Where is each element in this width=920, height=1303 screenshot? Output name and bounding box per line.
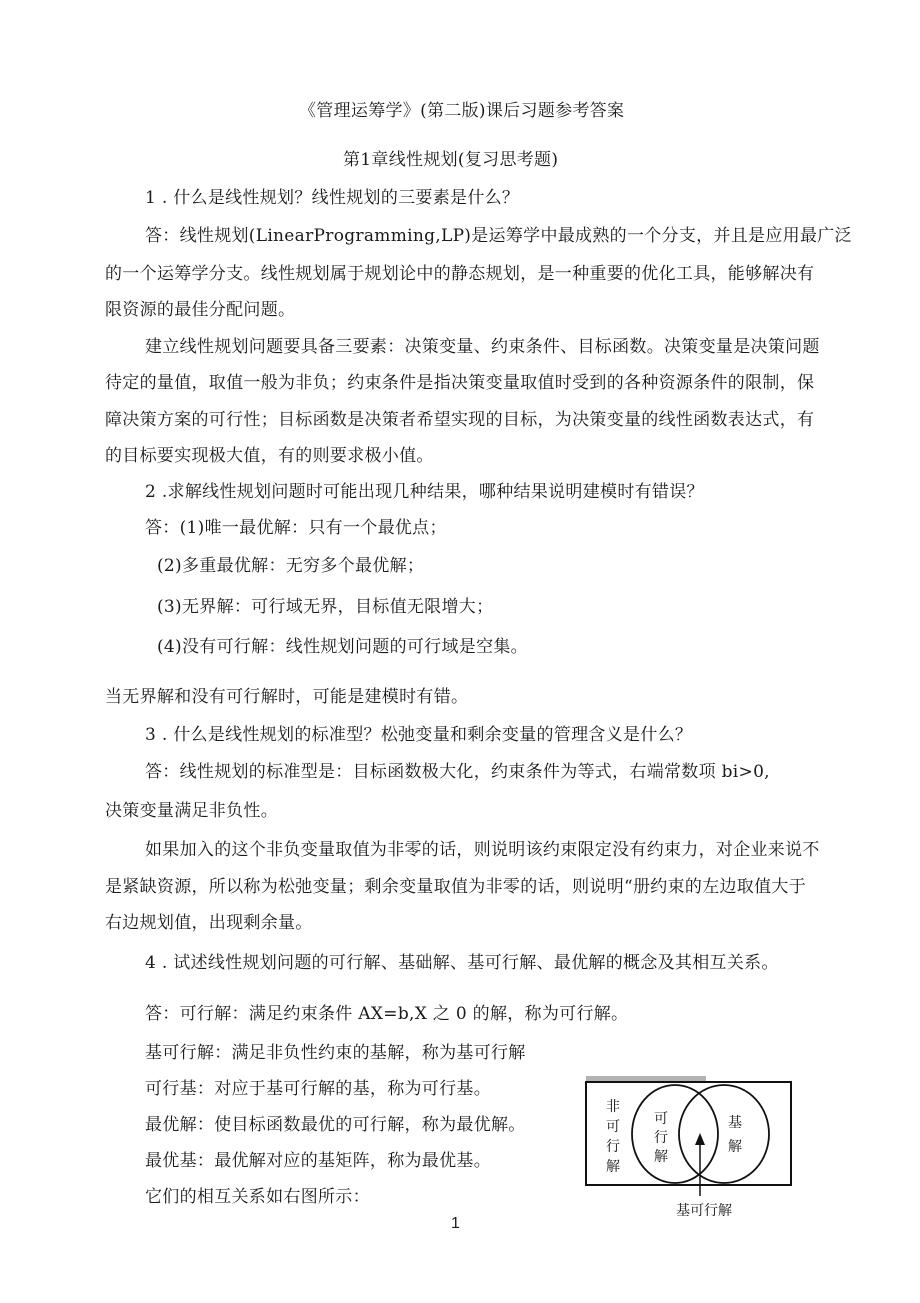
paragraph-line: 当无界解和没有可行解时，可能是建模时有错。 (105, 687, 469, 707)
paragraph-line: 答：线性规划的标准型是：目标函数极大化，约束条件为等式，右端常数项 bi>0, (145, 762, 770, 782)
solution-relationship-figure (578, 1073, 800, 1223)
label-char: 可 (654, 1111, 668, 1127)
label-char: 可 (606, 1119, 620, 1135)
paragraph-line: 答：可行解：满足约束条件 AX=b,X 之 0 的解，称为可行解。 (145, 1004, 629, 1024)
paragraph-line: 右边规划值，出现剩余量。 (105, 913, 313, 933)
doc-title: 《管理运筹学》(第二版)课后习题参考答案 (299, 101, 625, 121)
label-char: 解 (606, 1159, 620, 1175)
paragraph-line: 答：线性规划(LinearProgramming,LP)是运筹学中最成熟的一个分支，并且是应用最广泛 (145, 226, 852, 246)
fuzzy-header-strip (586, 1076, 706, 1081)
label-char: 行 (606, 1139, 620, 1155)
paragraph-line: 决策变量满足非负性。 (105, 801, 278, 821)
question-4: 4 . 试述线性规划问题的可行解、基础解、基可行解、最优解的概念及其相互关系。 (145, 953, 779, 973)
chapter-title: 第1章线性规划(复习思考题) (343, 150, 559, 170)
answer-item: (4)没有可行解：线性规划问题的可行域是空集。 (157, 637, 528, 657)
answer-item: (2)多重最优解：无穷多个最优解； (157, 556, 425, 576)
feasible-label (654, 1111, 672, 1165)
definition-line: 它们的相互关系如右图所示： (145, 1187, 370, 1207)
paragraph-line: 如果加入的这个非负变量取值为非零的话，则说明该约束限定没有约束力，对企业来说不 (145, 840, 820, 860)
paragraph-line: 的一个运筹学分支。线性规划属于规划论中的静态规划，是一种重要的优化工具，能够解决有 (105, 264, 815, 284)
paragraph-line: 是紧缺资源，所以称为松弛变量；剩余变量取值为非零的话，则说明“册约束的左边取值大于 (105, 877, 806, 897)
page-number: 1 (451, 1215, 460, 1232)
label-char: 非 (606, 1099, 620, 1115)
basic-label (728, 1114, 746, 1155)
answer-item: 答：(1)唯一最优解：只有一个最优点； (145, 518, 447, 538)
question-1: 1 . 什么是线性规划？线性规划的三要素是什么？ (145, 188, 520, 208)
feasible-solution-circle (632, 1085, 718, 1183)
definition-line: 可行基：对应于基可行解的基，称为可行基。 (145, 1079, 491, 1099)
paragraph-line: 障决策方案的可行性；目标函数是决策者希望实现的目标，为决策变量的线性函数表达式，有 (105, 410, 815, 430)
definition-line: 最优基：最优解对应的基矩阵，称为最优基。 (145, 1151, 491, 1171)
arrow-head (695, 1133, 705, 1145)
infeasible-label (606, 1099, 624, 1175)
paragraph-line: 的目标要实现极大值，有的则要求极小值。 (105, 446, 434, 466)
question-2: 2 .求解线性规划问题时可能出现几种结果，哪种结果说明建模时有错误？ (145, 482, 704, 502)
label-char: 基 (728, 1115, 742, 1131)
label-char: 解 (728, 1139, 742, 1155)
paragraph-line: 待定的量值，取值一般为非负；约束条件是指决策变量取值时受到的各种资源条件的限制，保 (105, 373, 815, 393)
paragraph-line: 建立线性规划问题要具备三要素：决策变量、约束条件、目标函数。决策变量是决策问题 (145, 337, 820, 357)
label-char: 解 (654, 1149, 668, 1165)
question-3: 3 . 什么是线性规划的标准型？松弛变量和剩余变量的管理含义是什么？ (145, 725, 693, 745)
basic-solution-circle (679, 1085, 769, 1183)
definition-line: 最优解：使目标函数最优的可行解，称为最优解。 (145, 1115, 526, 1135)
paragraph-line: 限资源的最佳分配问题。 (105, 300, 296, 320)
basic-feasible-label: 基可行解 (676, 1203, 732, 1219)
label-char: 行 (654, 1130, 668, 1146)
definition-line: 基可行解：满足非负性约束的基解，称为基可行解 (145, 1043, 526, 1063)
answer-item: (3)无界解：可行域无界，目标值无限增大； (157, 597, 494, 617)
